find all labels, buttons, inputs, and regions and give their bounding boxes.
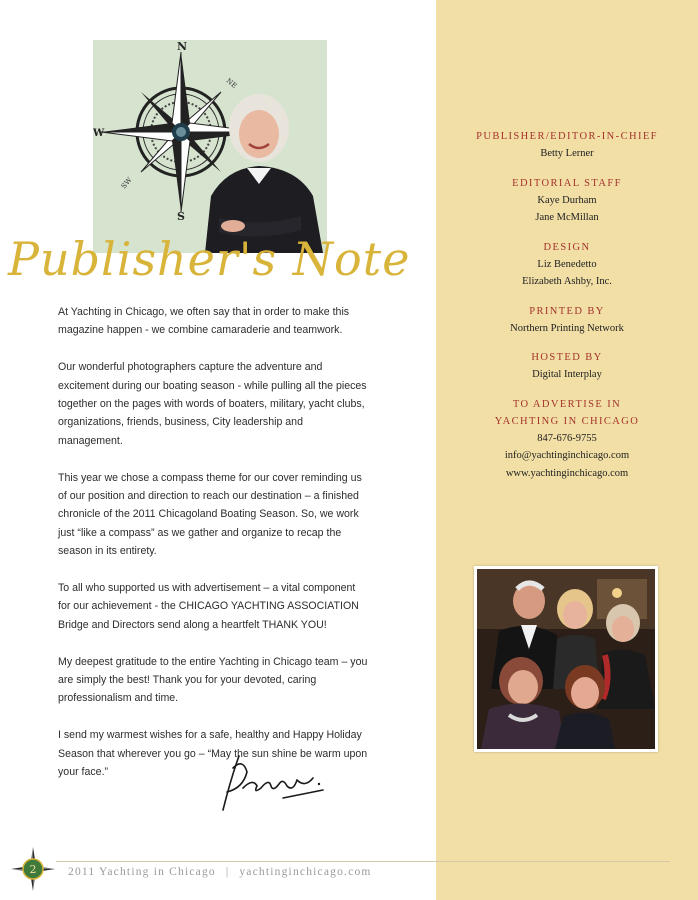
letter-paragraph: This year we chose a compass theme for our cover reminding us of our position and direction to reach our destination – a finished chronicle of the 2011 Chicagoland Boating Season. So, we work just “like a compass” as we gather and organize to recap the season in its entirety. <box>58 471 362 558</box>
credit-name: Digital Interplay <box>532 369 602 380</box>
footer-website-link[interactable]: yachtinginchicago.com <box>239 866 372 878</box>
team-group-photo <box>474 566 658 752</box>
credit-heading: PUBLISHER/EDITOR-IN-CHIEF <box>476 131 658 142</box>
credit-heading: HOSTED BY <box>531 352 603 363</box>
handwritten-signature <box>213 748 333 818</box>
footer-separator: | <box>225 866 230 878</box>
credit-name: Jane McMillan <box>535 212 599 223</box>
publisher-figure <box>197 78 327 253</box>
compass-page-badge-icon <box>10 846 56 892</box>
credit-heading: EDITORIAL STAFF <box>512 177 622 189</box>
team-photo-image <box>477 569 655 749</box>
advertise-email-link[interactable]: info@yachtinginchicago.com <box>504 450 630 461</box>
credit-name: Betty Lerner <box>540 148 594 159</box>
compass-sw-label: SW <box>119 176 134 191</box>
letter-paragraph: At Yachting in Chicago, we often say that in order to make this magazine happen - we combine camaraderie and teamwork. <box>58 306 350 337</box>
credit-heading: TO ADVERTISE IN YACHTING IN CHICAGO <box>494 398 640 427</box>
credit-heading: PRINTED BY <box>529 305 605 317</box>
letter-paragraph: Our wonderful photographers capture the adventure and excitement during our boating season - while pulling all the pieces together on the pages with words of boaters, military, yacht clubs, organizations, friends, business, City leadership and management. <box>58 361 367 447</box>
credit-group-editorial <box>436 175 698 227</box>
footer-publication: 2011 Yachting in Chicago <box>68 866 216 878</box>
compass-w-label: W <box>93 128 105 139</box>
credit-group-printed-by <box>436 303 698 338</box>
credit-heading: DESIGN <box>543 241 591 253</box>
credit-group-advertise <box>436 396 698 483</box>
footer-rule <box>56 861 670 862</box>
compass-n-label: N <box>177 40 188 53</box>
credit-name: Kaye Durham <box>537 194 597 206</box>
credit-group-hosted-by <box>436 349 698 384</box>
publisher-portrait-photo <box>93 40 327 253</box>
page-title: Publisher's Note <box>8 232 411 286</box>
credit-group-design <box>436 239 698 291</box>
credit-name: Liz Benedetto <box>537 258 597 270</box>
letter-paragraph: My deepest gratitude to the entire Yachting in Chicago team – you are simply the best! Thank you for your devoted, caring professionalism and time. <box>58 655 368 705</box>
masthead-credits <box>436 128 698 494</box>
footer-text <box>68 866 372 878</box>
letter-paragraph: To all who supported us with advertisement – a vital component for our achievement - the CHICAGO YACHTING ASSOCIATION Bridge and Directors send along a heartfelt THANK YOU! <box>58 582 359 631</box>
credit-name: Elizabeth Ashby, Inc. <box>522 276 612 287</box>
advertise-phone: 847-676-9755 <box>537 432 597 444</box>
page-number: 2 <box>29 863 37 876</box>
credit-name: Northern Printing Network <box>510 322 624 334</box>
compass-ne-label: NE <box>224 76 239 91</box>
publisher-letter <box>58 303 370 800</box>
letter-paragraph: I send my warmest wishes for a safe, healthy and Happy Holiday Season that wherever you go – “May the sun shine be warm upon your face.” <box>58 729 368 779</box>
credit-group-publisher <box>436 128 698 163</box>
advertise-website-link[interactable]: www.yachtinginchicago.com <box>505 467 629 479</box>
compass-s-label: S <box>177 210 185 223</box>
